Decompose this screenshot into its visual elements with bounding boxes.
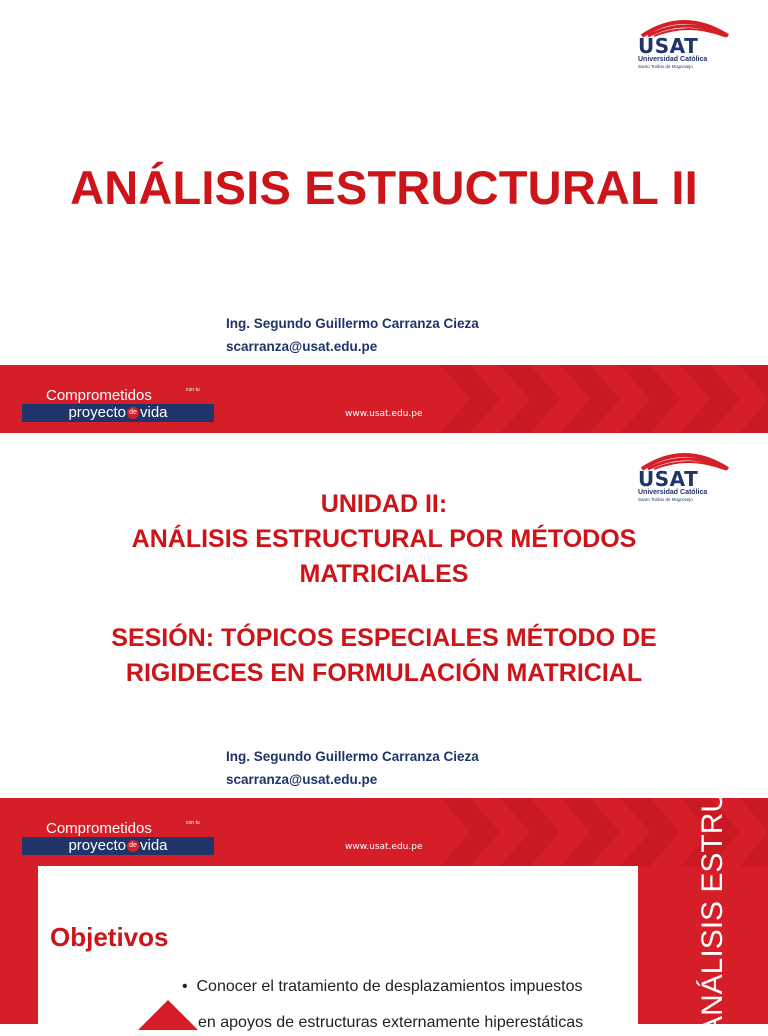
course-title: ANÁLISIS ESTRUCTURAL II <box>70 161 698 214</box>
slide-unit <box>0 433 768 866</box>
vertical-course-title: ANÁLISIS ESTRUCTURAL II <box>696 647 729 1036</box>
unit-label: UNIDAD II: <box>320 490 448 518</box>
content-panel <box>38 866 638 1031</box>
tagline-line2: proyecto de vida <box>22 837 214 855</box>
author-name: Ing. Segundo Guillermo Carranza Cieza <box>226 749 479 764</box>
objective-bullet-continued: en apoyos de estructuras externamente hiperestáticas <box>198 1014 584 1031</box>
website-link[interactable]: www.usat.edu.pe <box>345 409 423 419</box>
author-email[interactable]: scarranza@usat.edu.pe <box>226 339 378 354</box>
tagline-line1: Comprometidos con tu <box>46 820 200 837</box>
logo-word: USAT <box>638 34 699 58</box>
session-line1: SESIÓN: TÓPICOS ESPECIALES MÉTODO DE <box>111 624 657 652</box>
footer-band <box>0 798 768 866</box>
logo-subtitle-2: Santo Toribio de Mogrovejo <box>638 64 693 69</box>
tagline-line2: proyecto de vida <box>22 404 214 422</box>
author-name: Ing. Segundo Guillermo Carranza Cieza <box>226 316 479 331</box>
unit-heading <box>0 487 768 691</box>
unit-title-line1: ANÁLISIS ESTRUCTURAL POR MÉTODOS <box>131 525 637 553</box>
author-email[interactable]: scarranza@usat.edu.pe <box>226 772 378 787</box>
slide-title <box>0 0 768 433</box>
usat-logo <box>638 14 730 70</box>
website-link[interactable]: www.usat.edu.pe <box>345 842 423 852</box>
unit-title-line2: MATRICIALES <box>299 560 469 588</box>
logo-subtitle: Universidad Católica <box>638 56 708 63</box>
tagline-line1: Comprometidos con tu <box>46 387 200 404</box>
session-line2: RIGIDECES EN FORMULACIÓN MATRICIAL <box>125 659 643 687</box>
logo-subtitle-2: Santo Toribio de Mogrovejo <box>638 497 693 502</box>
decorative-chevron-icon <box>138 1000 198 1030</box>
objectives-heading: Objetivos <box>50 922 169 952</box>
footer-band <box>0 365 768 433</box>
logo-word: USAT <box>638 467 699 491</box>
logo-subtitle: Universidad Católica <box>638 489 708 496</box>
objective-bullet: • Conocer el tratamiento de desplazamientos impuestos <box>182 978 583 995</box>
